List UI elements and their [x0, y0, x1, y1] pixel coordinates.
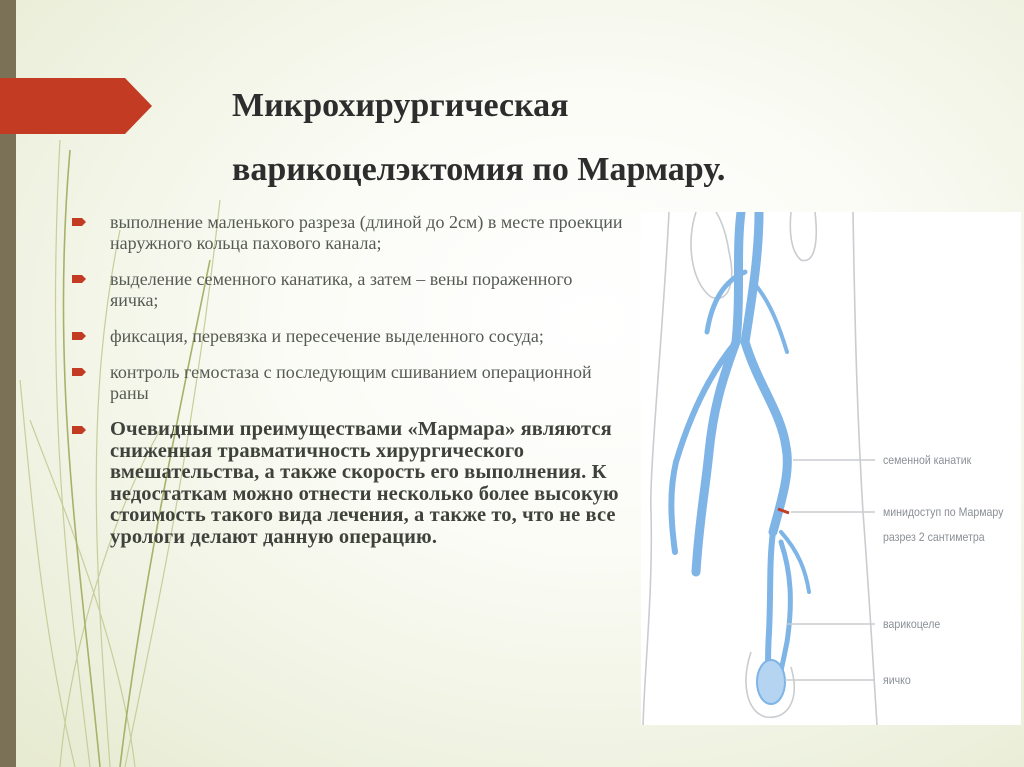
bullet-text: выполнение маленького разреза (длиной до 2см) в месте проекции наружного кольца пахового канала; — [110, 212, 623, 253]
bullet-text: Очевидными преимуществами «Мармара» являются сниженная травматичность хирургического вмешательства, а также скорость его выполнения. К недостаткам можно отнести несколько более высокую стоимость такого вида лечения, а также то, что не все урологи делают данную операцию. — [110, 418, 619, 548]
label-testicle: яичко — [883, 673, 911, 687]
bullet-text: фиксация, перевязка и пересечение выделенного сосуда; — [110, 326, 544, 346]
title-line-2: варикоцелэктомия по Мармару. — [232, 151, 726, 188]
arrow-bullet-icon — [72, 425, 87, 435]
label-varicocele: варикоцеле — [883, 617, 941, 631]
body-outline-right — [853, 212, 877, 725]
testicle-shape — [757, 660, 785, 704]
label-minidostup-line2: разрез 2 сантиметра — [883, 530, 985, 544]
title-arrow-shape — [0, 78, 152, 134]
bullet-text: контроль гемостаза с последующим сшиванием операционной раны — [110, 362, 592, 403]
vein-upper-branch-2 — [753, 282, 787, 352]
arrow-bullet-icon — [72, 367, 87, 377]
bullet-list — [70, 212, 625, 563]
body-outline-left — [643, 212, 669, 725]
bullet-item — [70, 326, 625, 347]
anatomy-diagram — [641, 212, 1021, 725]
bullet-item — [70, 269, 625, 311]
bullet-item — [70, 362, 625, 404]
label-minidostup-line1: минидоступ по Мармару — [883, 505, 1004, 519]
label-spermatic-cord: семенной канатик — [883, 453, 972, 467]
bullet-text: выделение семенного канатика, а затем – вены пораженного яичка; — [110, 269, 573, 310]
title-line-1: Микрохирургическая — [232, 87, 569, 124]
slide-title — [232, 74, 872, 202]
arrow-bullet-icon — [72, 331, 87, 341]
arrow-bullet-icon — [72, 217, 87, 227]
arrow-bullet-icon — [72, 274, 87, 284]
bullet-item-emphasis — [70, 419, 625, 548]
vein-main-right — [745, 212, 787, 532]
bullet-item — [70, 212, 625, 254]
kidney-right-outline — [790, 212, 816, 261]
